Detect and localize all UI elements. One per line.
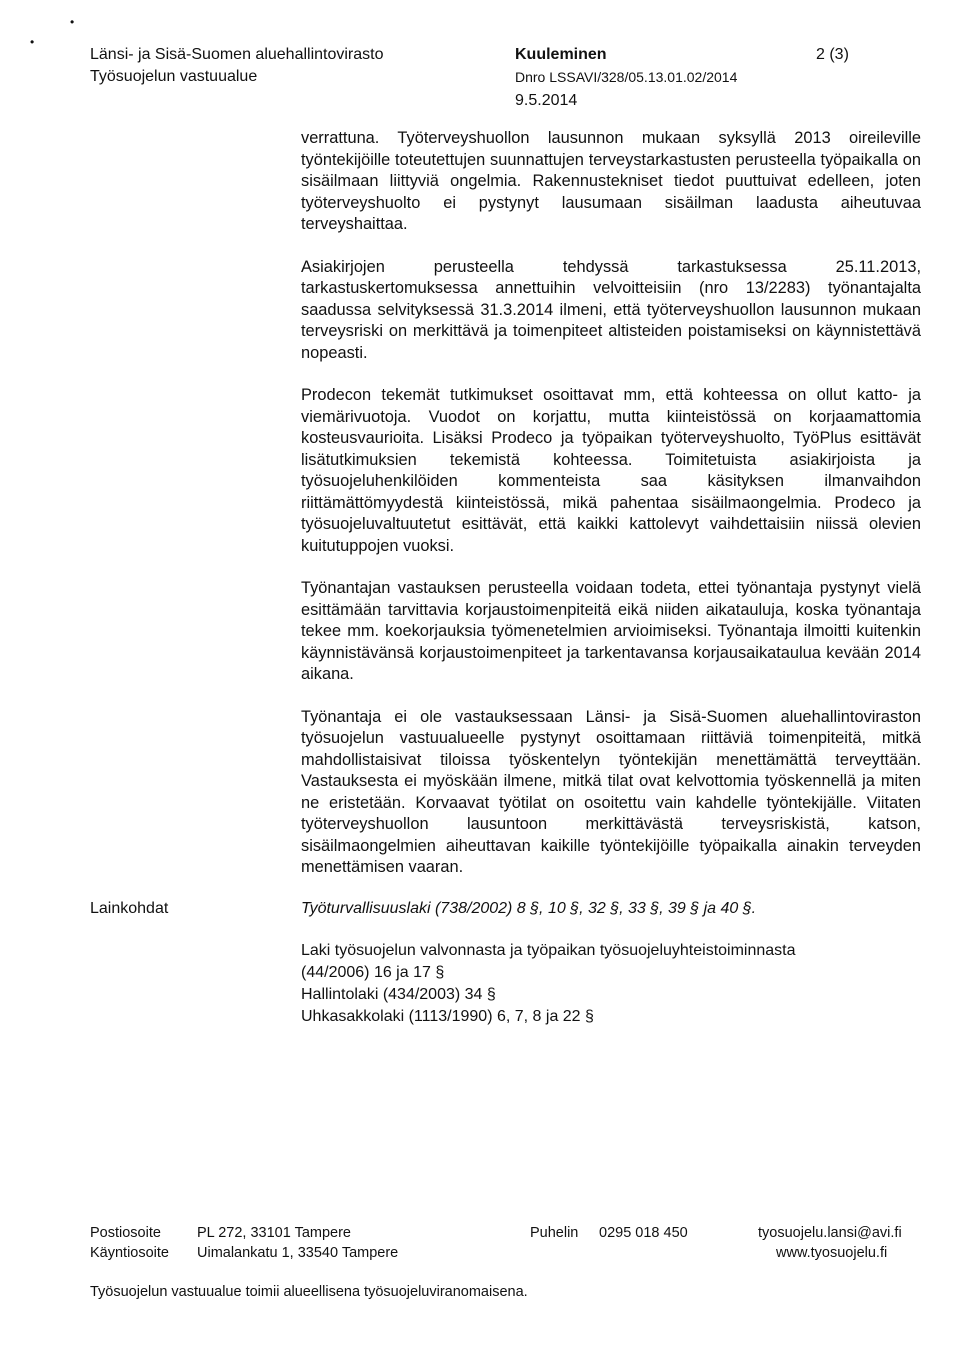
footer-note: Työsuojelun vastuualue toimii alueellisena työsuojeluviranomaisena. bbox=[90, 1284, 528, 1300]
document-date: 9.5.2014 bbox=[515, 92, 578, 109]
legal-heading: Lainkohdat bbox=[90, 900, 169, 917]
footer-phone-label: Puhelin bbox=[530, 1225, 579, 1241]
document-type: Kuuleminen bbox=[515, 46, 607, 63]
legal-line-1: Työturvallisuuslaki (738/2002) 8 §, 10 §, 32 §, 33 §, 39 § ja 40 §. bbox=[301, 900, 757, 917]
footer-phone-number: 0295 018 450 bbox=[599, 1225, 688, 1241]
legal-line-3: (44/2006) 16 ja 17 § bbox=[301, 964, 445, 981]
unit-name: Työsuojelun vastuualue bbox=[90, 68, 258, 85]
body-paragraph-3: Prodecon tekemät tutkimukset osoittavat mm, että kohteessa on ollut katto- ja viemärivuotoja. Vuodot on korjattu, mutta kiinteistössä on korjaamattomia kosteusvaurioita. Lisäksi Prodeco ja työpaikan työterveyshuolto, TyöPlus esittävät lisätutkimuksien tekemistä kohteessa. Toimitetuista asiakirjoista ja työsuojeluhenkilöiden kommenteista saa käsityksen ilmanvaihdon riittämättömyydestä kiinteistössä, mikä pahentaa sisäilmaongelmia. Prodeco ja työsuojeluvaltuutetut esittävät, että kaikki kattolevyt vaihdettaisiin niissä olevien kuitutuppojen vuoksi. bbox=[301, 386, 921, 555]
scan-mark-1: • bbox=[30, 35, 35, 49]
agency-name: Länsi- ja Sisä-Suomen aluehallintovirasto bbox=[90, 46, 384, 63]
page-number: 2 (3) bbox=[816, 46, 849, 63]
legal-line-4: Hallintolaki (434/2003) 34 § bbox=[301, 986, 496, 1003]
body-paragraph-5: Työnantaja ei ole vastauksessaan Länsi- ja Sisä-Suomen aluehallintoviraston työsuojelun vastuualueelle pystynyt osoittamaan riittäviä toimenpiteitä, mitkä mahdollistaisivat tiloissa työskentelyn työntekijän menettämättä terveyttään. Vastauksesta ei myöskään ilmene, mitkä tilat ovat kelvottomia työskennellä ja miten ne eristetään. Korvaavat työtilat on osoitettu vain kahdelle työntekijälle. Viitaten työterveyshuollon lausuntoon merkittävästä terveysriskistä, katson, sisäilmaongelmien aiheuttavan kaikille työntekijöille työpaikalla ainakin terveyden menettämisen vaaran. bbox=[301, 707, 921, 876]
diary-number: Dnro LSSAVI/328/05.13.01.02/2014 bbox=[515, 69, 738, 85]
footer-postal-address: PL 272, 33101 Tampere bbox=[197, 1225, 351, 1241]
body-text bbox=[301, 128, 921, 900]
scan-mark-2: • bbox=[70, 15, 75, 29]
footer-visit-address: Uimalankatu 1, 33540 Tampere bbox=[197, 1245, 399, 1261]
footer-visit-label: Käyntiosoite bbox=[90, 1245, 169, 1261]
legal-line-2: Laki työsuojelun valvonnasta ja työpaikan työsuojeluyhteistoiminnasta bbox=[301, 942, 796, 959]
legal-line-5: Uhkasakkolaki (1113/1990) 6, 7, 8 ja 22 § bbox=[301, 1008, 594, 1025]
body-paragraph-2: Asiakirjojen perusteella tehdyssä tarkastuksessa 25.11.2013, tarkastuskertomuksessa annettuihin velvoitteisiin (nro 13/2283) työnantajalta saadussa selvityksessä 31.3.2014 ilmeni, että työterveyshuollon lausunnon mukaan terveysriski on merkittävä ja toimenpiteet altisteiden poistamiseksi on käynnistettävä nopeasti. bbox=[301, 257, 921, 362]
footer-email: tyosuojelu.lansi@avi.fi bbox=[758, 1225, 902, 1241]
body-paragraph-4: Työnantajan vastauksen perusteella voidaan todeta, ettei työnantaja pystynyt vielä esittämään tarvittavia korjaustoimenpiteitä eikä niiden aikatauluja, koska työnantaja tekee mm. koekorjauksia työmenetelmien arvioimiseksi. Työnantaja ilmoitti kuitenkin käynnistävänsä korjaustoimenpiteet ja tarkentavansa korjausaikataulua kevään 2014 aikana. bbox=[301, 579, 921, 683]
body-paragraph-1: verrattuna. Työterveyshuollon lausunnon mukaan syksyllä 2013 oireileville työntekijöille toteutettujen suunnattujen terveystarkastusten perusteella työpaikalla on sisäilmaan liittyviä ongelmia. Rakennustekniset tiedot puuttuivat edelleen, joten työterveyshuolto ei pystynyt lausumaan sisäilman laadusta aiheutuvaa terveyshaittaa. bbox=[301, 129, 921, 233]
footer-postal-label: Postiosoite bbox=[90, 1225, 161, 1241]
footer-website: www.tyosuojelu.fi bbox=[776, 1245, 888, 1261]
